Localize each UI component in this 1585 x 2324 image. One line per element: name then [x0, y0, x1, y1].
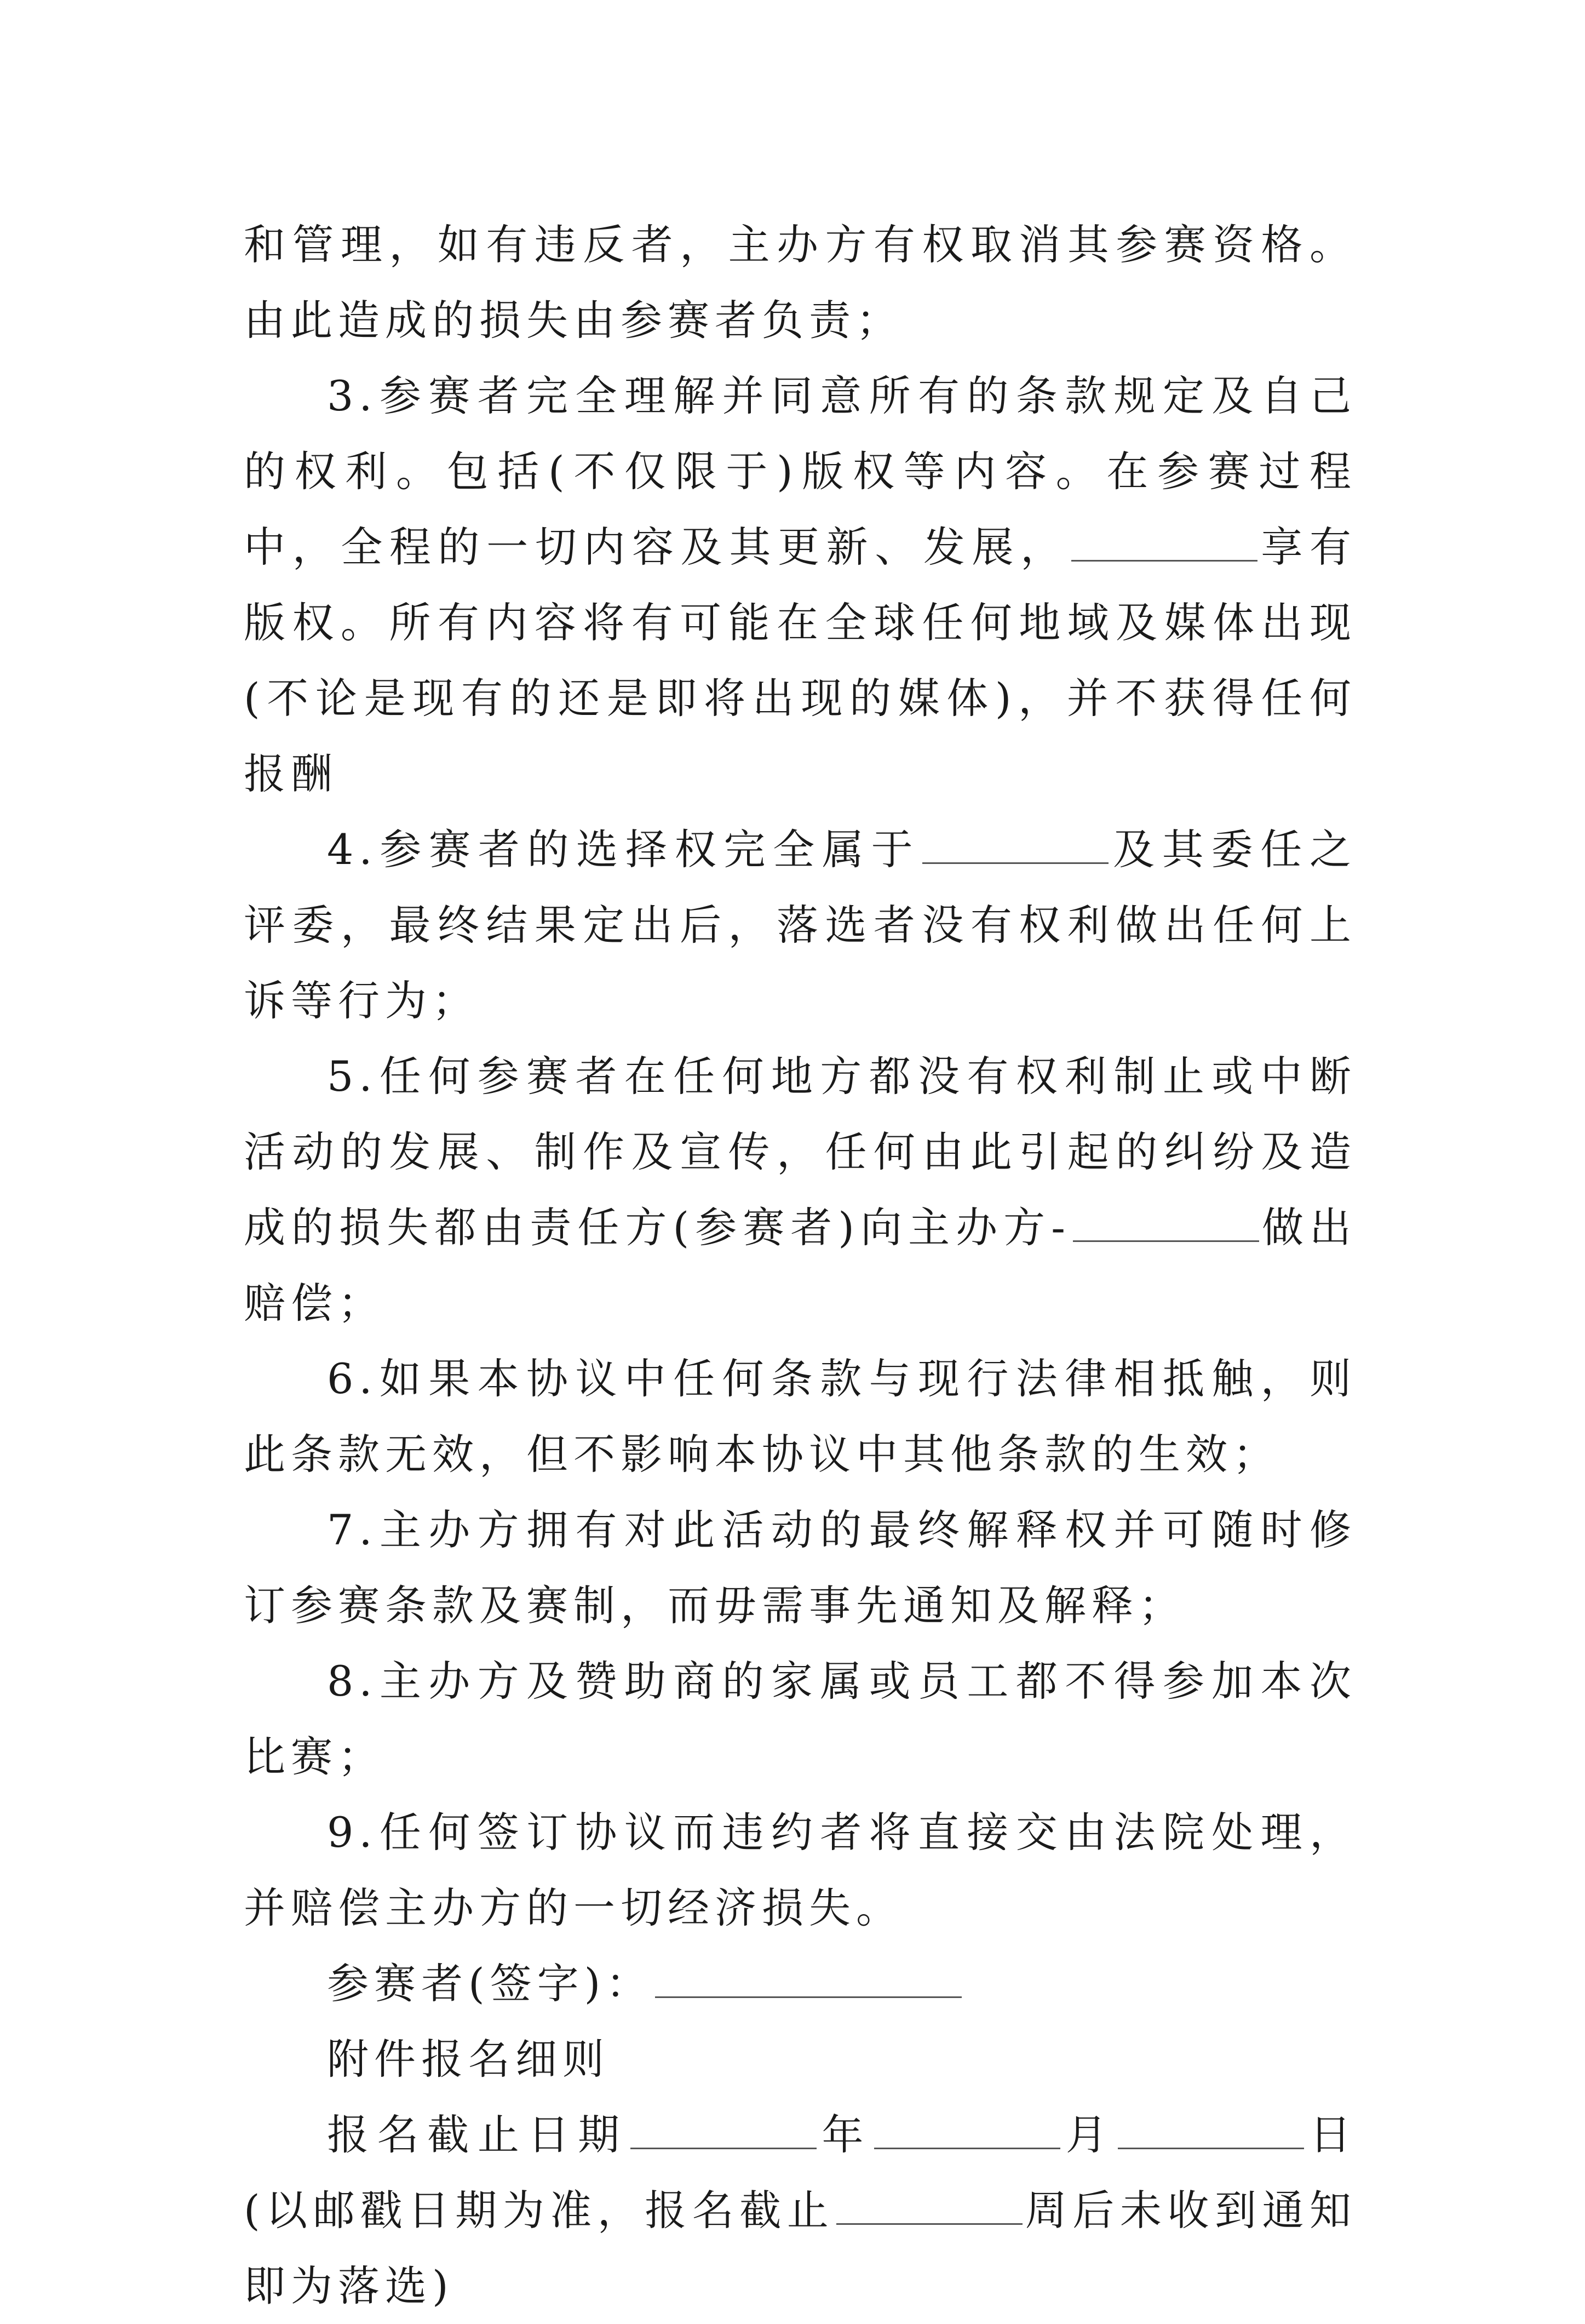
- clause-5: 5.任何参赛者在任何地方都没有权利制止或中断活动的发展、制作及宣传，任何由此引起的纠纷及造成的损失都由责任方(参赛者)向主办方- 做出赔偿；: [244, 1052, 1357, 1327]
- deadline-month-blank: [874, 2113, 1060, 2149]
- weeks-blank: [836, 2188, 1023, 2225]
- signature-line: 参赛者(签字)：: [244, 1946, 1357, 2022]
- deadline-paragraph: 报名截止日期 年 月 日(以邮戳日期为准，报名截止 周后未收到通知即为落选): [244, 2110, 1357, 2310]
- deadline-year-blank: [630, 2113, 817, 2149]
- deadline-day-blank: [1118, 2113, 1304, 2149]
- clause-9: 9.任何签订协议而违约者将直接交由法院处理，并赔偿主办方的一切经济损失。: [244, 1808, 1357, 1932]
- selection-authority-blank: [922, 827, 1109, 864]
- clause-8: 8.主办方及赞助商的家属或员工都不得参加本次比赛；: [244, 1657, 1357, 1781]
- signature-blank: [655, 1961, 962, 1998]
- document-body: [244, 207, 1357, 2324]
- annex-title: 附件报名细则: [327, 2035, 610, 2083]
- clause-6: 6.如果本协议中任何条款与现行法律相抵触，则此条款无效，但不影响本协议中其他条款的生效；: [244, 1354, 1357, 1479]
- clause-7: 7.主办方拥有对此活动的最终解释权并可随时修订参赛条款及赛制，而毋需事先通知及解释；: [244, 1506, 1357, 1630]
- clause-3: 3.参赛者完全理解并同意所有的条款规定及自己的权利。包括(不仅限于)版权等内容。在参赛过程中，全程的一切内容及其更新、发展， 享有版权。所有内容将有可能在全球任何地域及媒体出现(不论是现有的还是即将出现的媒体)，并不获得任何报酬: [244, 371, 1357, 798]
- paragraph-continued: 和管理，如有违反者，主办方有权取消其参赛资格。由此造成的损失由参赛者负责；: [244, 220, 1357, 345]
- compensation-party-blank: [1073, 1205, 1259, 1242]
- clause-4: 4.参赛者的选择权完全属于 及其委任之评委，最终结果定出后，落选者没有权利做出任何上诉等行为；: [244, 825, 1357, 1025]
- copyright-holder-blank: [1071, 525, 1257, 562]
